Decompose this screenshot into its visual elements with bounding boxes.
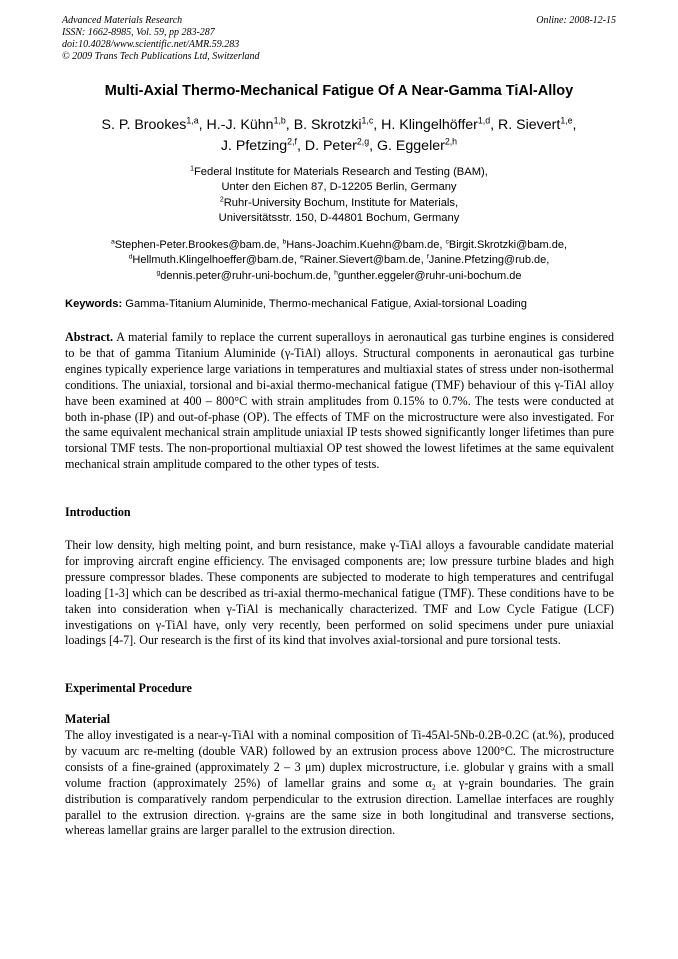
author-name: G. Eggeler xyxy=(377,138,445,154)
keywords xyxy=(65,297,615,312)
author-name: H.-J. Kühn xyxy=(206,117,274,133)
journal-doi: doi:10.4028/www.scientific.net/AMR.59.283 xyxy=(62,39,240,50)
journal-copyright: © 2009 Trans Tech Publications Ltd, Switzerland xyxy=(62,51,260,62)
subsection-heading-material: Material xyxy=(65,712,110,726)
affiliation-1-line-2: Unter den Eichen 87, D-12205 Berlin, Germany xyxy=(221,181,457,194)
email-sup: e xyxy=(299,253,304,261)
author-sup: 2,f xyxy=(287,136,297,147)
email-address[interactable]: Hellmuth.Klingelhoeffer@bam.de xyxy=(132,254,294,267)
abstract xyxy=(65,330,614,473)
email-address[interactable]: Stephen-Peter.Brookes@bam.de xyxy=(114,239,277,251)
email-line-3: $^g$dennis.peter@ruhr-uni-bochum.de, $^h$gunther.eggeler@ruhr-uni-bochum.de xyxy=(156,269,522,282)
author-name: D. Peter xyxy=(304,138,357,154)
email-sup: c xyxy=(445,238,449,246)
email-line-2: $^d$Hellmuth.Klingelhoeffer@bam.de, $^e$Rainer.Sievert@bam.de, $^f$Janine.Pfetzing@rub.de, xyxy=(128,253,550,267)
email-sup: d xyxy=(128,253,133,261)
author-name: S. P. Brookes xyxy=(101,117,187,133)
abstract-label: Abstract. xyxy=(65,330,114,344)
author-line-1: S. P. Brookes$^{1,a}$, H.-J. Kühn$^{1,b}$, B. Skrotzki$^{1,c}$, H. Klingelhöffer$^{1,d}$, R. Sievert$^{1,e}$, xyxy=(101,115,577,133)
email-sup: a xyxy=(110,238,115,246)
author-list xyxy=(56,115,622,157)
email-sup: h xyxy=(334,269,338,277)
email-address[interactable]: gunther.eggeler@ruhr-uni-bochum.de xyxy=(337,269,522,282)
affiliation-1-line-1 xyxy=(62,165,616,180)
introduction-text: Their low density, high melting point, and burn resistance, make γ-TiAl alloys a favourable candidate material for improving aircraft engine efficiency. The envisaged components are; low pressure turbine blades and high pressure compressor blades. These components are subjected to moderate to high temperatures and centrifugal loading [1-3] which can be described as tri-axial thermo-mechanical fatigue (TMF). These conditions have to be taken into consideration when γ-TiAl is mechanically characterized. TMF and Low Cycle Fatigue (LCF) investigations on γ-TiAl have, only very recently, been performed on solid specimens under pure uniaxial loadings [4-7]. Our research is the first of its kind that involves axial-torsional and pure torsional tests. xyxy=(65,538,614,648)
affiliation-2-line-1 xyxy=(62,196,616,211)
email-list xyxy=(58,238,620,284)
author-sup: 2,g xyxy=(356,136,370,147)
author-line-2: J. Pfetzing$^{2,f}$, D. Peter$^{2,g}$, G. Eggeler$^{2,h}$ xyxy=(220,136,458,154)
author-sup: 2,h xyxy=(444,136,458,147)
journal-header xyxy=(62,15,616,63)
section-heading-introduction: Introduction xyxy=(65,505,131,519)
email-address[interactable]: Birgit.Skrotzki@bam.de xyxy=(448,239,564,251)
affiliation-text: Federal Institute for Materials Research and Testing (BAM), xyxy=(193,166,488,178)
author-name: R. Sievert xyxy=(498,117,561,133)
keywords-label: Keywords: xyxy=(65,298,123,310)
material-text: The alloy investigated is a near-γ-TiAl with a nominal composition of Ti-45Al-5Nb-0.2B-0.2C (at.%), produced by vacuum arc re-melting (double VAR) followed by an extrusion process above 1200°C. The microstructure consists of a fine-grained (approximately 2 – 3 μm) duplex microstructure, i.e. globular γ grains with a small volume fraction (approximately 25%) of lamellar grains and some α₂ at γ-grain boundaries. The grain distribution is comparatively random perpendicular to the extrusion direction. Lamellae interfaces are roughly parallel to the extrusion direction. γ-grains are the same size in both longitudinal and transverse sections, whereas lamellar grains are larger parallel to the extrusion direction. xyxy=(65,728,614,838)
email-address[interactable]: Janine.Pfetzing@rub.de xyxy=(428,254,547,267)
author-sup: 1,a xyxy=(186,115,199,126)
author-sup: 1,d xyxy=(477,115,491,126)
email-address[interactable]: Hans-Joachim.Kuehn@bam.de xyxy=(286,239,440,251)
affiliation-sup: 1 xyxy=(190,165,194,173)
author-name: J. Pfetzing xyxy=(220,138,288,154)
abstract-text: A material family to replace the current superalloys in aeronautical gas turbine engines is considered to be that of gamma Titanium Aluminide (γ-TiAl) alloys. Structural components in aeronautical gas turbine engines typically experience large variations in temperatures and multiaxial states of stress under non-isothermal conditions. The uniaxial, torsional and bi-axial thermo-mechanical fatigue (TMF) behaviour of this γ-TiAl alloy have been examined at 400 – 800°C with strain amplitudes from 0.15% to 0.7%. The tests were conducted at both in-phase (IP) and out-of-phase (OP). The effects of TMF on the microstructure were also investigated. For the same equivalent mechanical strain amplitude uniaxial IP tests showed significantly longer lifetimes than pure torsional TMF tests. The non-proportional multiaxial OP test showed the lowest lifetimes at the same equivalent mechanical strain amplitude compared to the other types of tests. xyxy=(65,330,614,472)
email-sup: f xyxy=(426,253,429,261)
author-sup: 1,b xyxy=(273,115,286,126)
author-sup: 1,c xyxy=(361,115,374,126)
email-line-1: $^a$Stephen-Peter.Brookes@bam.de, $^b$Hans-Joachim.Kuehn@bam.de, $^c$Birgit.Skrotzki@bam.de, xyxy=(110,238,568,251)
email-address[interactable]: dennis.peter@ruhr-uni-bochum.de xyxy=(160,269,328,282)
online-date: Online: 2008-12-15 xyxy=(536,15,616,26)
journal-name: Advanced Materials Research xyxy=(62,15,183,26)
affiliation-sup: 2 xyxy=(219,196,224,204)
author-name: H. Klingelhöffer xyxy=(381,117,478,133)
affiliation-2-line-2: Universitätsstr. 150, D-44801 Bochum, Germany xyxy=(218,212,460,225)
paper-title: Multi-Axial Thermo-Mechanical Fatigue Of A Near-Gamma TiAl-Alloy xyxy=(104,83,574,99)
affiliation-text: Ruhr-University Bochum, Institute for Materials, xyxy=(223,196,459,209)
journal-issn: ISSN: 1662-8985, Vol. 59, pp 283-287 xyxy=(62,27,215,38)
email-sup: b xyxy=(282,238,287,246)
author-name: B. Skrotzki xyxy=(293,117,362,133)
author-sup: 1,e xyxy=(560,115,573,126)
email-sup: g xyxy=(156,269,161,277)
affiliations xyxy=(62,165,616,227)
section-heading-experimental: Experimental Procedure xyxy=(65,681,192,695)
keywords-text: Gamma-Titanium Aluminide, Thermo-mechanical Fatigue, Axial-torsional Loading xyxy=(122,298,527,310)
email-address[interactable]: Rainer.Sievert@bam.de xyxy=(303,254,421,267)
